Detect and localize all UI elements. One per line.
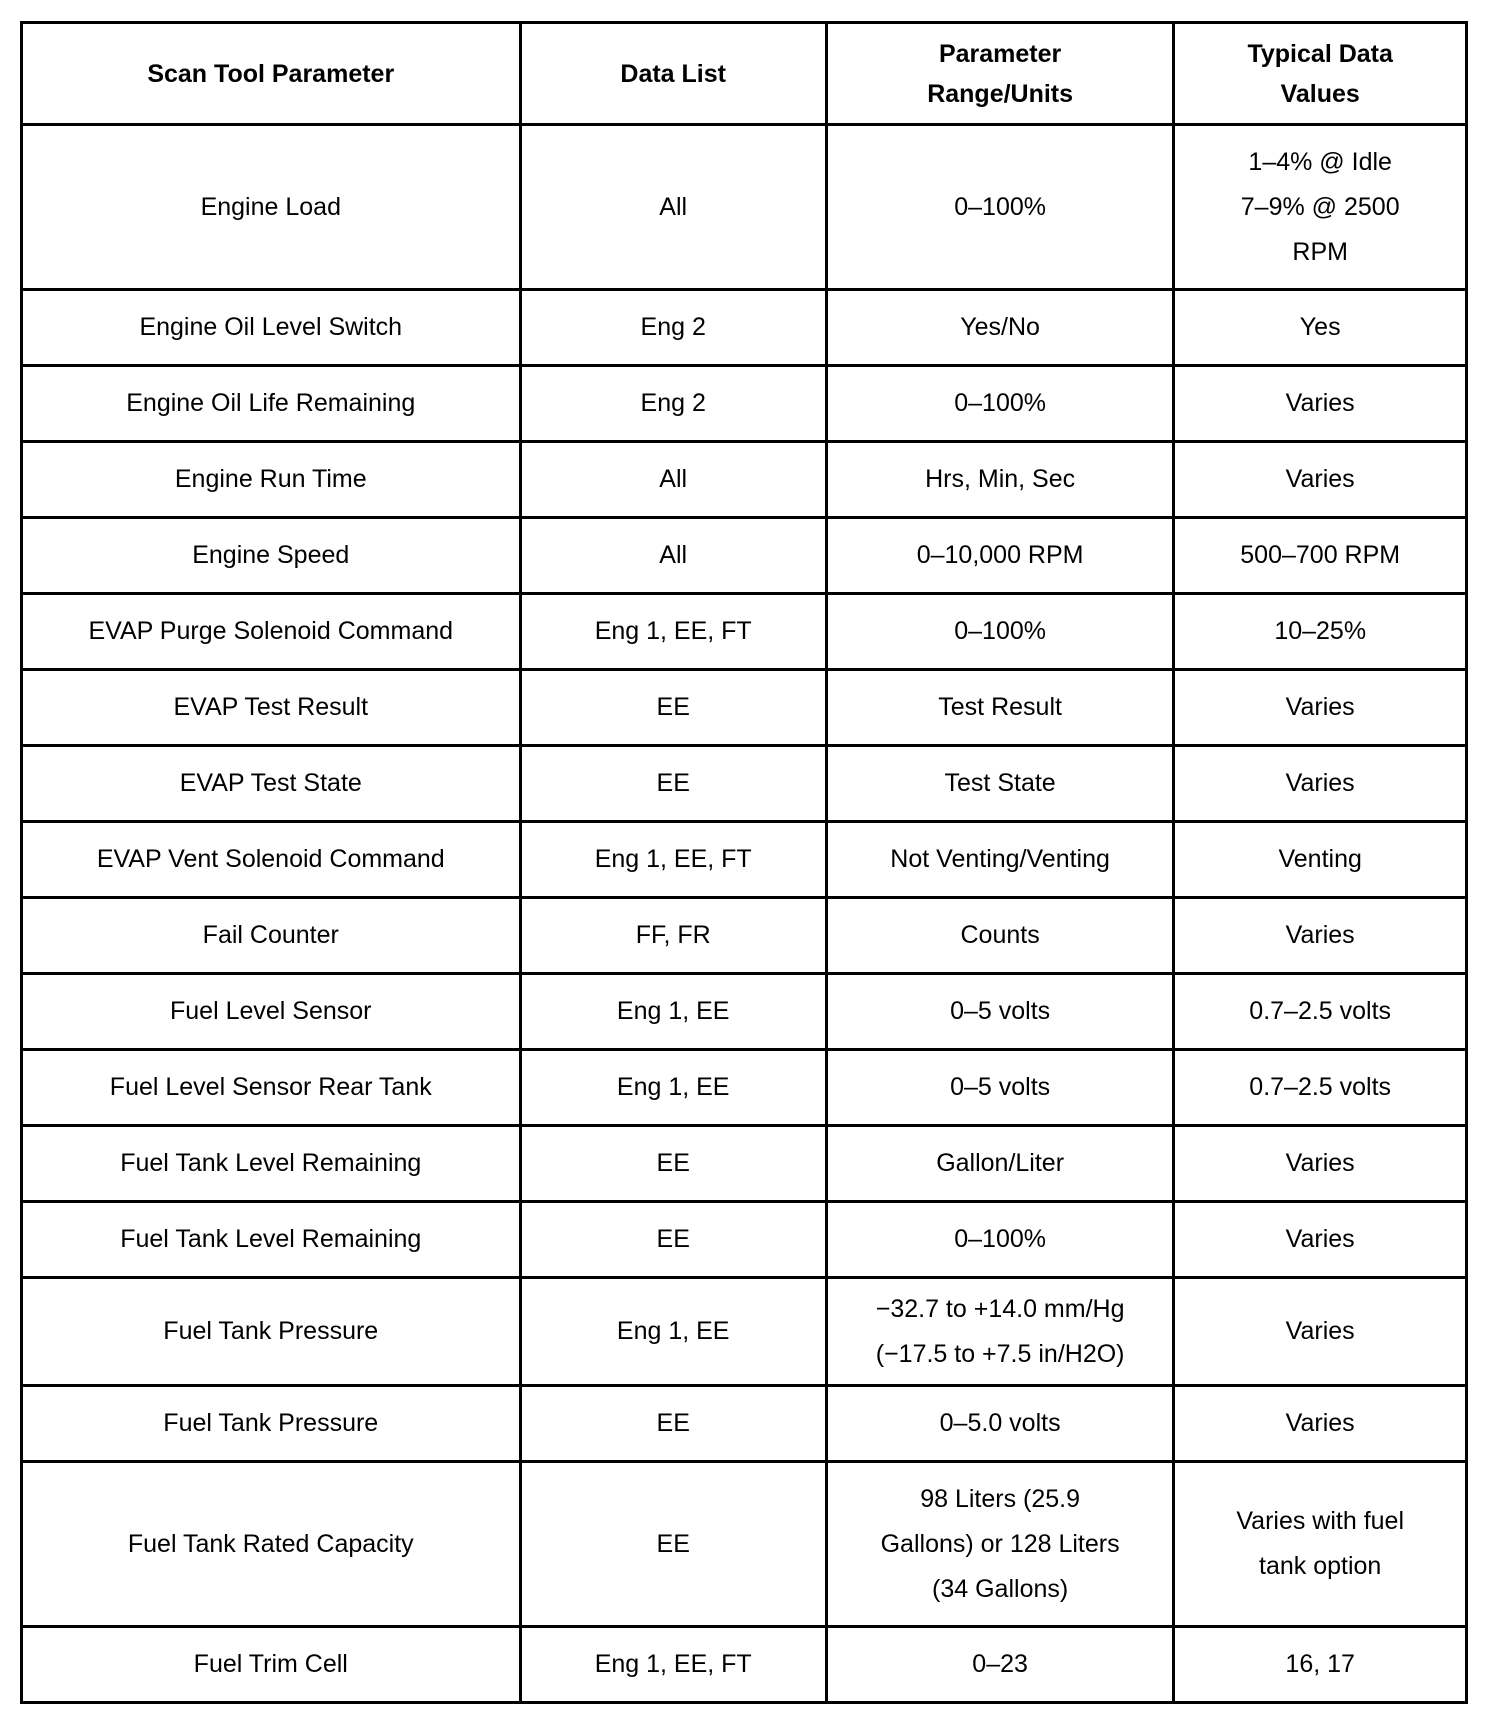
cell-data-list: All — [520, 442, 826, 518]
cell-range — [826, 1386, 1174, 1462]
cell-typical — [1174, 1627, 1467, 1703]
cell-parameter: Fuel Tank Pressure — [22, 1386, 521, 1462]
cell-range-line: 0–100% — [954, 192, 1046, 221]
cell-data-list: Eng 1, EE — [520, 974, 826, 1050]
table-row — [22, 974, 1467, 1050]
table-row — [22, 594, 1467, 670]
cell-typical — [1174, 366, 1467, 442]
cell-data-list: Eng 1, EE — [520, 1278, 826, 1386]
header-scan-tool-parameter — [22, 23, 521, 125]
cell-data-list: EE — [520, 746, 826, 822]
cell-typical — [1174, 594, 1467, 670]
cell-typical-line: Varies — [1285, 1317, 1355, 1345]
table-row — [22, 125, 1467, 290]
header-typical-values — [1174, 23, 1467, 125]
header-text: Typical Data — [1247, 39, 1393, 68]
cell-range-line: 0–100% — [954, 1225, 1046, 1253]
cell-typical — [1174, 1050, 1467, 1126]
cell-range — [826, 670, 1174, 746]
cell-range-line: 0–5 volts — [950, 997, 1051, 1025]
cell-range-line: Counts — [960, 921, 1040, 949]
cell-typical-line: 0.7–2.5 volts — [1249, 1073, 1392, 1101]
cell-range — [826, 1278, 1174, 1386]
cell-range — [826, 1050, 1174, 1126]
cell-typical — [1174, 670, 1467, 746]
cell-typical — [1174, 746, 1467, 822]
table-row — [22, 366, 1467, 442]
cell-typical-line: Varies — [1285, 1149, 1355, 1177]
cell-data-list: FF, FR — [520, 898, 826, 974]
cell-typical — [1174, 1278, 1467, 1386]
cell-range — [826, 974, 1174, 1050]
cell-range — [826, 290, 1174, 366]
header-text: Parameter — [938, 39, 1062, 68]
cell-typical-line: tank option — [1259, 1552, 1382, 1580]
cell-range-line: 0–100% — [954, 617, 1046, 645]
cell-range-line: 98 Liters (25.9 — [920, 1484, 1081, 1513]
table-row — [22, 670, 1467, 746]
cell-range — [826, 125, 1174, 290]
cell-data-list: Eng 2 — [520, 366, 826, 442]
cell-range — [826, 898, 1174, 974]
cell-range — [826, 366, 1174, 442]
cell-range — [826, 1202, 1174, 1278]
cell-parameter: Engine Load — [22, 125, 521, 290]
cell-typical-line: Varies — [1285, 465, 1355, 493]
table-row — [22, 518, 1467, 594]
cell-parameter: Fuel Tank Pressure — [22, 1278, 521, 1386]
cell-typical-line: Varies — [1285, 921, 1355, 949]
cell-range-line: 0–23 — [972, 1650, 1028, 1678]
cell-range-line: Hrs, Min, Sec — [925, 465, 1076, 493]
cell-data-list: Eng 2 — [520, 290, 826, 366]
cell-parameter: EVAP Purge Solenoid Command — [22, 594, 521, 670]
cell-range-line: 0–10,000 RPM — [916, 541, 1084, 569]
table-row — [22, 1126, 1467, 1202]
scan-tool-data-table — [20, 21, 1468, 1704]
cell-typical-line: 7–9% @ 2500 — [1240, 192, 1400, 221]
table-row — [22, 290, 1467, 366]
cell-parameter: Fail Counter — [22, 898, 521, 974]
cell-range-line: 0–5 volts — [950, 1073, 1051, 1101]
cell-typical-line: Varies — [1285, 1225, 1355, 1253]
cell-range-line: 0–5.0 volts — [939, 1409, 1061, 1437]
cell-data-list: EE — [520, 1202, 826, 1278]
cell-data-list: EE — [520, 670, 826, 746]
header-parameter-range — [826, 23, 1174, 125]
cell-range — [826, 746, 1174, 822]
cell-range-line: (34 Gallons) — [932, 1574, 1069, 1603]
cell-typical — [1174, 442, 1467, 518]
cell-typical-line: Yes — [1299, 313, 1341, 341]
cell-typical-line: Varies — [1285, 1409, 1355, 1437]
cell-typical-line: 500–700 RPM — [1240, 541, 1401, 569]
cell-data-list: EE — [520, 1462, 826, 1627]
cell-data-list: EE — [520, 1126, 826, 1202]
cell-range — [826, 1627, 1174, 1703]
cell-parameter: Engine Oil Life Remaining — [22, 366, 521, 442]
cell-data-list: Eng 1, EE — [520, 1050, 826, 1126]
table-row — [22, 1202, 1467, 1278]
cell-typical — [1174, 898, 1467, 974]
cell-range — [826, 1126, 1174, 1202]
cell-data-list: EE — [520, 1386, 826, 1462]
table-row — [22, 898, 1467, 974]
cell-range — [826, 442, 1174, 518]
table-row — [22, 1050, 1467, 1126]
header-text: Data List — [620, 59, 726, 88]
cell-data-list: All — [520, 518, 826, 594]
cell-range — [826, 594, 1174, 670]
cell-typical — [1174, 518, 1467, 594]
cell-range-line: 0–100% — [954, 389, 1046, 417]
cell-typical-line: Venting — [1278, 845, 1362, 873]
cell-typical-line: 10–25% — [1274, 617, 1367, 645]
cell-typical-line: 16, 17 — [1285, 1650, 1355, 1678]
cell-typical-line: Varies — [1285, 769, 1355, 797]
header-row — [22, 23, 1467, 125]
cell-parameter: Engine Speed — [22, 518, 521, 594]
cell-typical — [1174, 1462, 1467, 1627]
table-row — [22, 442, 1467, 518]
cell-parameter: Fuel Level Sensor — [22, 974, 521, 1050]
table-row — [22, 1386, 1467, 1462]
cell-typical-line: 0.7–2.5 volts — [1249, 997, 1392, 1025]
cell-parameter: Fuel Level Sensor Rear Tank — [22, 1050, 521, 1126]
cell-typical-line: Varies — [1285, 389, 1355, 417]
cell-parameter: EVAP Test State — [22, 746, 521, 822]
cell-parameter: Fuel Trim Cell — [22, 1627, 521, 1703]
cell-typical — [1174, 125, 1467, 290]
cell-range-line: Not Venting/Venting — [890, 845, 1110, 873]
cell-typical — [1174, 822, 1467, 898]
header-text: Scan Tool Parameter — [147, 59, 395, 88]
cell-data-list: All — [520, 125, 826, 290]
cell-parameter: Fuel Tank Rated Capacity — [22, 1462, 521, 1627]
cell-typical-line: Varies — [1285, 693, 1355, 721]
cell-parameter: EVAP Vent Solenoid Command — [22, 822, 521, 898]
cell-data-list: Eng 1, EE, FT — [520, 1627, 826, 1703]
cell-range-line: Test State — [944, 769, 1056, 797]
cell-parameter: Engine Run Time — [22, 442, 521, 518]
table-row — [22, 746, 1467, 822]
cell-typical-line: RPM — [1292, 237, 1348, 266]
cell-typical-line: 1–4% @ Idle — [1248, 147, 1392, 176]
cell-range-line: Gallons) or 128 Liters — [880, 1529, 1120, 1558]
header-data-list — [520, 23, 826, 125]
cell-range-line: Yes/No — [960, 313, 1040, 341]
table-row — [22, 1278, 1467, 1386]
cell-typical — [1174, 290, 1467, 366]
cell-typical — [1174, 1126, 1467, 1202]
cell-range-line: Gallon/Liter — [936, 1149, 1065, 1177]
cell-range — [826, 518, 1174, 594]
cell-range-line: (−17.5 to +7.5 in/H2O) — [875, 1339, 1125, 1368]
cell-range — [826, 822, 1174, 898]
cell-typical-line: Varies with fuel — [1236, 1507, 1405, 1535]
table-row — [22, 822, 1467, 898]
cell-range-line: −32.7 to +14.0 mm/Hg — [875, 1294, 1125, 1323]
cell-data-list: Eng 1, EE, FT — [520, 594, 826, 670]
header-text: Range/Units — [927, 79, 1074, 108]
cell-parameter: Fuel Tank Level Remaining — [22, 1126, 521, 1202]
table-row — [22, 1462, 1467, 1627]
cell-parameter: Fuel Tank Level Remaining — [22, 1202, 521, 1278]
header-text: Values — [1280, 79, 1360, 108]
table-row — [22, 1627, 1467, 1703]
cell-typical — [1174, 1202, 1467, 1278]
cell-data-list: Eng 1, EE, FT — [520, 822, 826, 898]
cell-typical — [1174, 1386, 1467, 1462]
cell-parameter: Engine Oil Level Switch — [22, 290, 521, 366]
cell-range — [826, 1462, 1174, 1627]
cell-typical — [1174, 974, 1467, 1050]
cell-parameter: EVAP Test Result — [22, 670, 521, 746]
cell-range-line: Test Result — [938, 693, 1062, 721]
